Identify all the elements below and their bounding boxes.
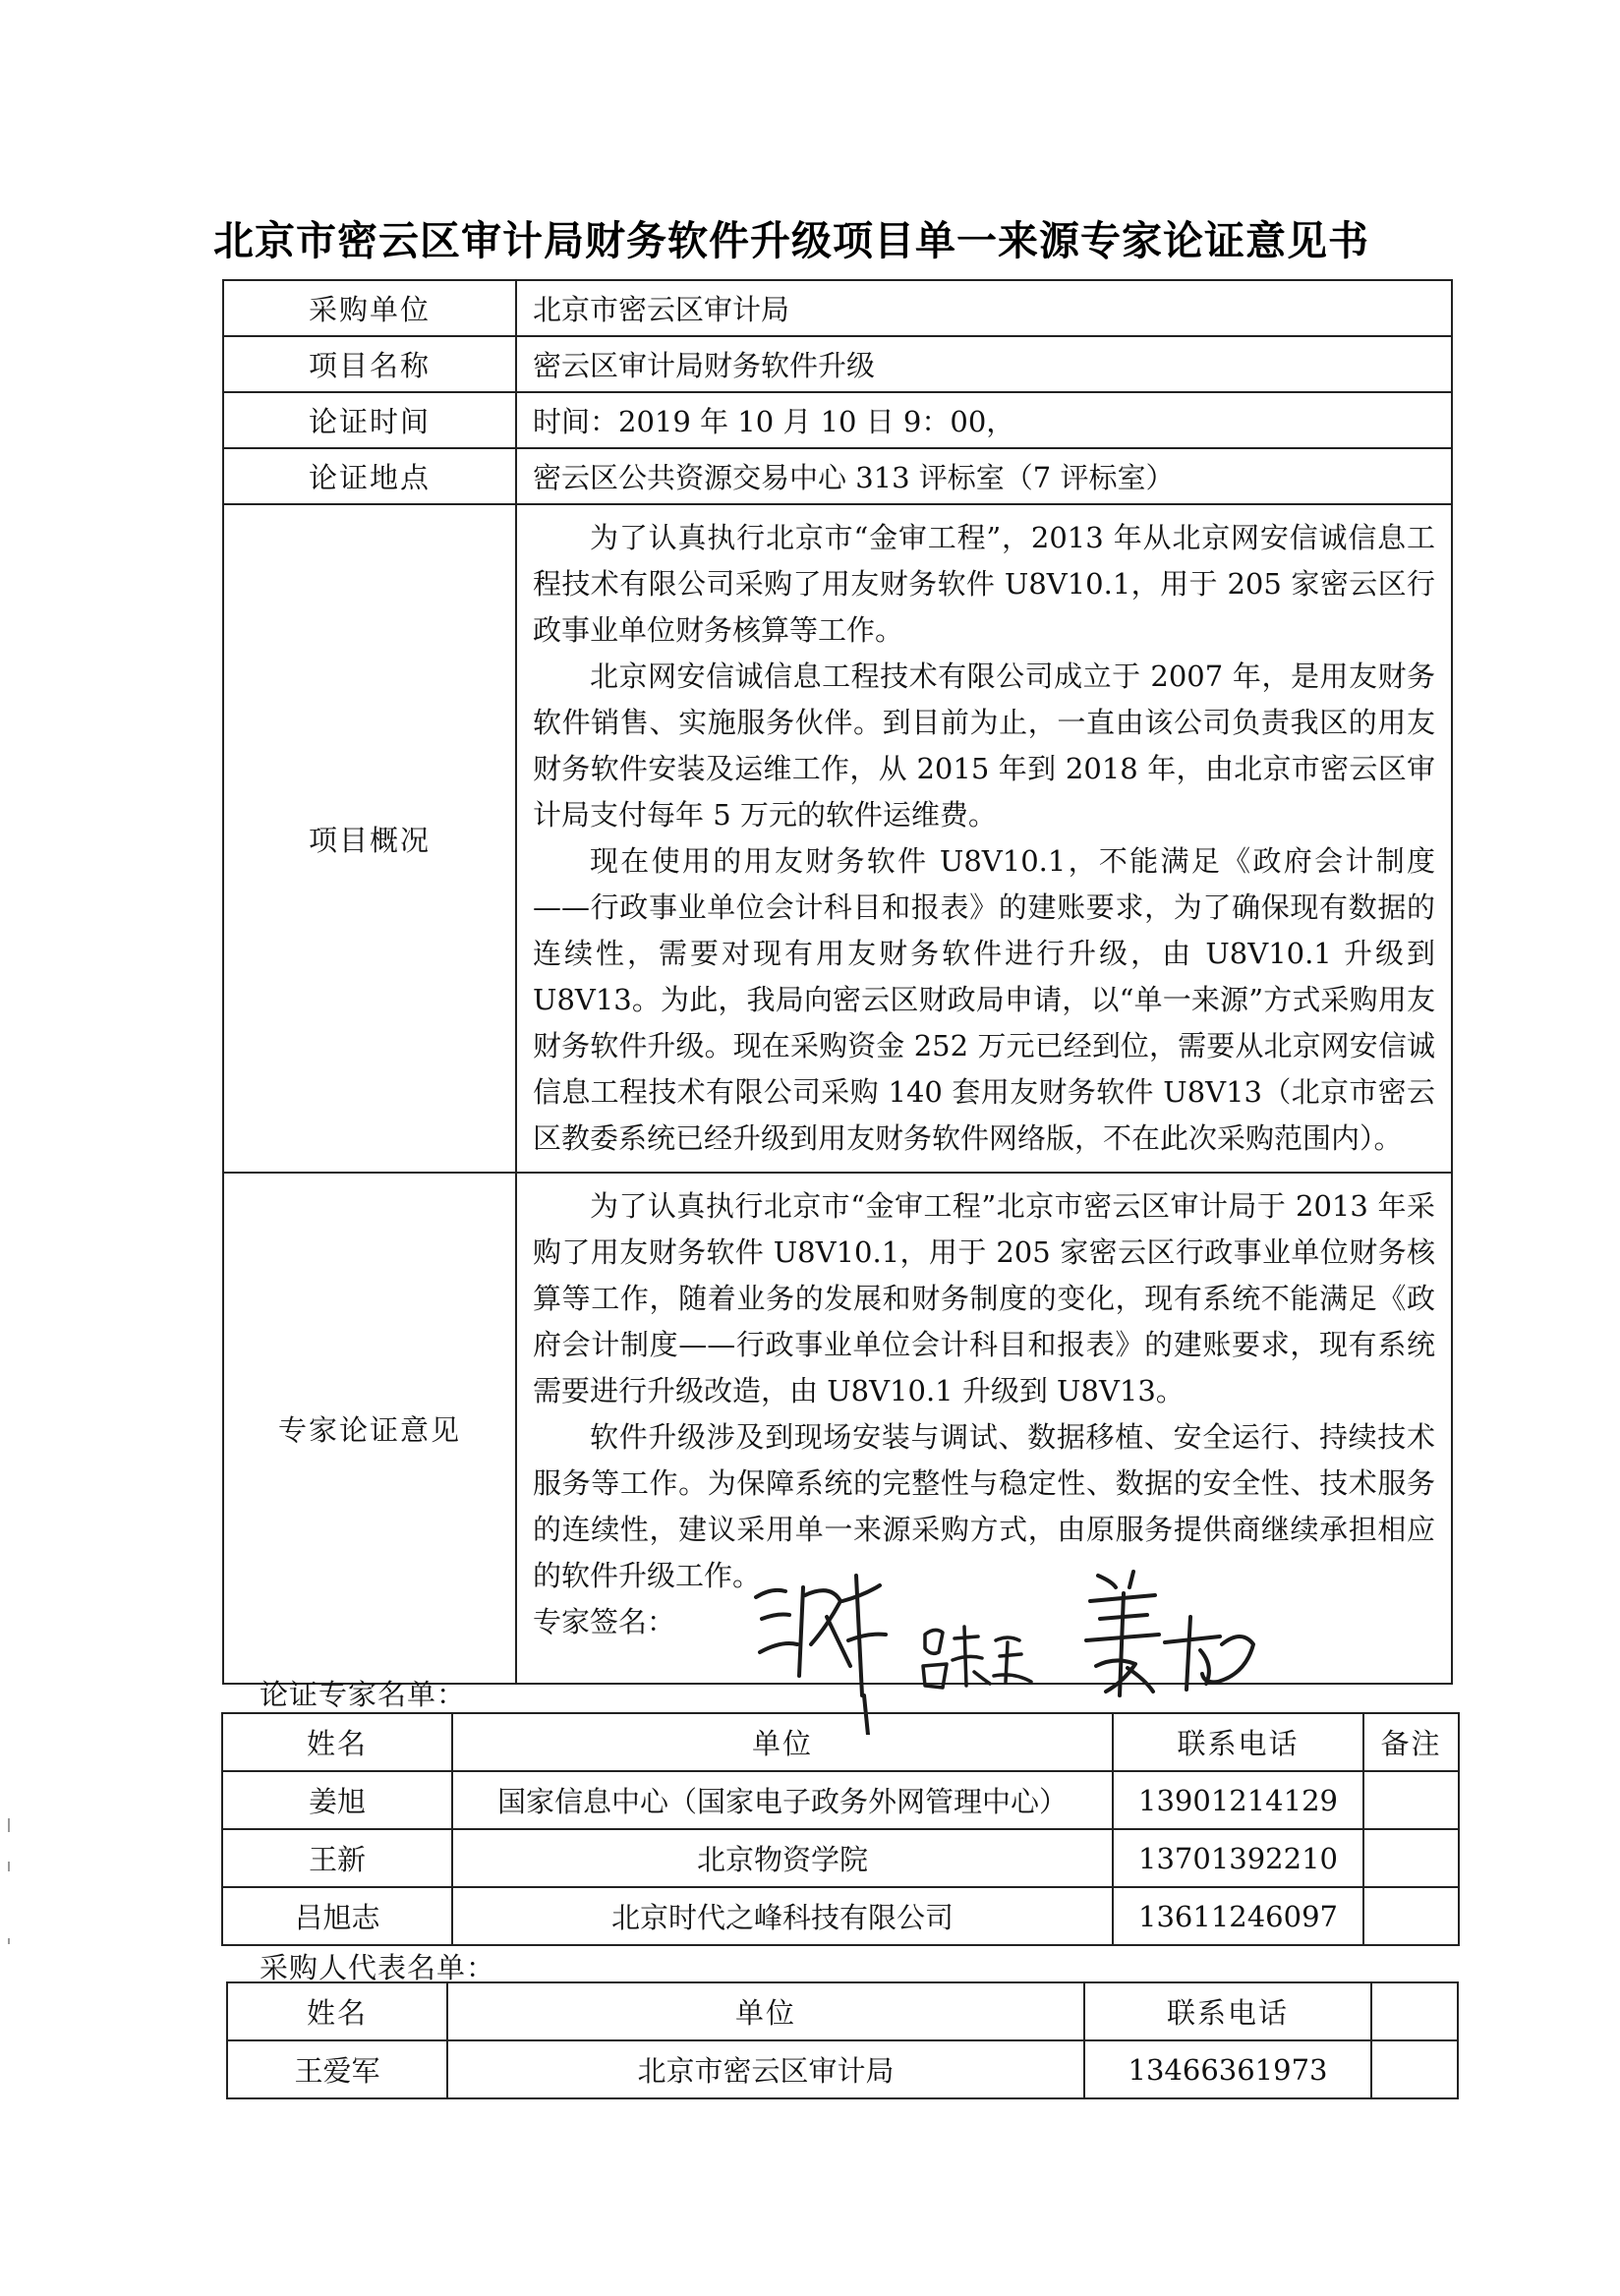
expert-unit: 国家信息中心（国家电子政务外网管理中心） (452, 1771, 1113, 1829)
info-table (222, 279, 1453, 1685)
expert-remark (1363, 1887, 1459, 1945)
header-phone: 联系电话 (1084, 1982, 1371, 2040)
expert-phone: 13611246097 (1113, 1887, 1363, 1945)
overview-paragraph: 现在使用的用友财务软件 U8V10.1，不能满足《政府会计制度——行政事业单位会计科目和报表》的建账要求，为了确保现有数据的连续性，需要对现有用友财务软件进行升级，由 U8V10.1 升级到 U8V13。为此，我局向密云区财政局申请，以“单一来源”方式采购用友财务软件升级。现在采购资金 252 万元已经到位，需要从北京网安信诚信息工程技术有限公司采购 140 套用友财务软件 U8V13（北京市密云区教委系统已经升级到用友财务软件网络版，不在此次采购范围内）。 (533, 844, 1435, 1155)
expert-phone: 13701392210 (1113, 1829, 1363, 1887)
row-purchaser (223, 280, 1452, 336)
row-overview (223, 504, 1452, 1173)
overview-paragraph: 北京网安信诚信息工程技术有限公司成立于 2007 年，是用友财务软件销售、实施服务伙伴。到目前为止，一直由该公司负责我区的用友财务软件安装及运维工作，从 2015 年到 2018 年，由北京市密云区审计局支付每年 5 万元的软件运维费。 (533, 660, 1435, 832)
expert-name: 姜旭 (222, 1771, 452, 1829)
header-unit: 单位 (452, 1713, 1113, 1771)
row-time (223, 392, 1452, 448)
buyers-table (226, 1981, 1459, 2099)
experts-header-row (222, 1713, 1459, 1771)
table-row (227, 2040, 1458, 2098)
header-phone: 联系电话 (1113, 1713, 1363, 1771)
opinion-label: 专家论证意见 (223, 1173, 516, 1684)
opinion-paragraph: 软件升级涉及到现场安装与调试、数据移植、安全运行、持续技术服务等工作。为保障系统的完整性与稳定性、数据的安全性、技术服务的连续性，建议采用单一来源采购方式，由原服务提供商继续承担相应的软件升级工作。 (533, 1420, 1435, 1592)
buyers-list-label: 采购人代表名单： (260, 1951, 496, 1984)
expert-phone: 13901214129 (1113, 1771, 1363, 1829)
place-label: 论证地点 (223, 448, 516, 504)
signature-label: 专家签名： (533, 1605, 676, 1638)
expert-unit: 北京时代之峰科技有限公司 (452, 1887, 1113, 1945)
expert-name: 王新 (222, 1829, 452, 1887)
opinion-paragraph: 为了认真执行北京市“金审工程”北京市密云区审计局于 2013 年采购了用友财务软件 U8V10.1，用于 205 家密云区行政事业单位财务核算等工作，随着业务的发展和财务制度的变化，现有系统不能满足《政府会计制度——行政事业单位会计科目和报表》的建账要求，现有系统需要进行升级改造，由 U8V10.1 升级到 U8V13。 (533, 1189, 1435, 1407)
buyers-header-row (227, 1982, 1458, 2040)
signature-line (533, 1599, 1435, 1645)
purchaser-value: 北京市密云区审计局 (516, 280, 1452, 336)
table-row (222, 1771, 1459, 1829)
project-label: 项目名称 (223, 336, 516, 392)
buyer-name: 王爱军 (227, 2040, 447, 2098)
overview-paragraph: 为了认真执行北京市“金审工程”，2013 年从北京网安信诚信息工程技术有限公司采购了用友财务软件 U8V10.1，用于 205 家密云区行政事业单位财务核算等工作。 (533, 521, 1435, 647)
time-value: 时间：2019 年 10 月 10 日 9：00， (516, 392, 1452, 448)
row-project (223, 336, 1452, 392)
header-remark: 备注 (1363, 1713, 1459, 1771)
header-name: 姓名 (222, 1713, 452, 1771)
expert-remark (1363, 1771, 1459, 1829)
table-row (222, 1887, 1459, 1945)
overview-text (516, 504, 1452, 1173)
row-place (223, 448, 1452, 504)
document-title: 北京市密云区审计局财务软件升级项目单一来源专家论证意见书 (213, 217, 1369, 264)
scan-edge-marks (0, 0, 20, 2296)
expert-remark (1363, 1829, 1459, 1887)
header-name: 姓名 (227, 1982, 447, 2040)
experts-list-label: 论证专家名单： (260, 1678, 467, 1711)
project-value: 密云区审计局财务软件升级 (516, 336, 1452, 392)
header-blank (1371, 1982, 1458, 2040)
buyer-blank (1371, 2040, 1458, 2098)
header-unit: 单位 (447, 1982, 1084, 2040)
place-value: 密云区公共资源交易中心 313 评标室（7 评标室） (516, 448, 1452, 504)
overview-label: 项目概况 (223, 504, 516, 1173)
table-row (222, 1829, 1459, 1887)
buyer-unit: 北京市密云区审计局 (447, 2040, 1084, 2098)
row-opinion (223, 1173, 1452, 1684)
time-label: 论证时间 (223, 392, 516, 448)
experts-table (221, 1712, 1460, 1946)
expert-name: 吕旭志 (222, 1887, 452, 1945)
buyer-phone: 13466361973 (1084, 2040, 1371, 2098)
purchaser-label: 采购单位 (223, 280, 516, 336)
opinion-text (516, 1173, 1452, 1684)
expert-unit: 北京物资学院 (452, 1829, 1113, 1887)
